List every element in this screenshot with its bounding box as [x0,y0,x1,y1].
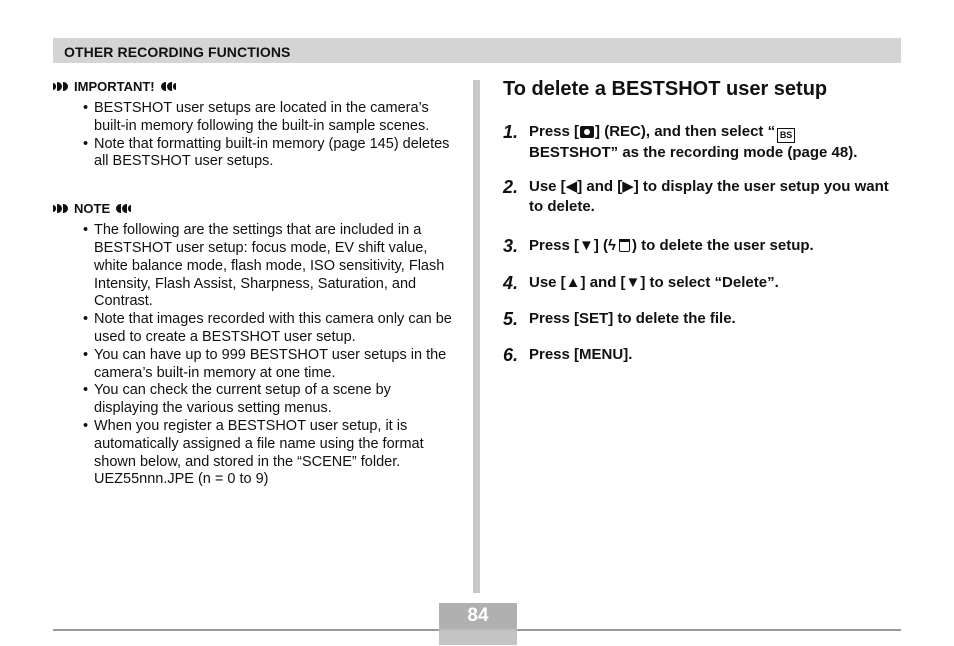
important-item: • Note that formatting built-in memory (page 145) deletes all BESTSHOT user setups. [83,136,453,172]
important-heading [53,76,453,96]
important-item: • BESTSHOT user setups are located in the camera’s built-in memory following the built-in sample scenes. [83,100,453,136]
section-header-bar [53,38,901,63]
note-item: • You can have up to 999 BESTSHOT user setups in the camera’s built-in memory at one time. [83,347,453,383]
column-divider [473,80,480,593]
note-item: • When you register a BESTSHOT user setup, it is automatically assigned a file name using the format shown below, and stored in the “SCENE” folder. UEZ55nnn.JPE (n = 0 to 9) [83,418,453,489]
important-left-marker-icon [53,82,68,91]
step-3: 3. Press [▼] (ϟ ) to delete the user setup. [503,236,814,256]
step-4: 4. Use [▲] and [▼] to select “Delete”. [503,273,779,293]
step-2: 2. Use [◀] and [▶] to display the user setup you want to delete. [503,177,889,215]
note-left-marker-icon [53,204,68,213]
procedure-title: To delete a BESTSHOT user setup [503,78,828,100]
note-item: • Note that images recorded with this camera only can be used to create a BESTSHOT user setup. [83,311,453,347]
step-1: 1. Press [ ] (REC), and then select “ BS BESTSHOT” as the recording mode (page 48). [503,122,858,161]
notes-column [53,76,453,489]
page-number-tab [439,603,517,645]
camera-icon [580,126,594,138]
trash-icon [619,239,630,252]
page-number: 84 [439,603,517,629]
step-5: 5. Press [SET] to delete the file. [503,309,736,329]
note-list [53,222,453,489]
filename-format: UEZ55nnn.JPE (n = 0 to 9) [94,471,269,488]
important-label: IMPORTANT! [74,78,155,94]
step-6: 6. Press [MENU]. [503,345,633,365]
procedure-column [503,76,903,365]
note-heading [53,198,453,218]
note-right-marker-icon [116,204,131,213]
bestshot-icon: BS [777,128,795,143]
important-right-marker-icon [161,82,176,91]
flash-icon: ϟ [608,237,616,254]
section-title: OTHER RECORDING FUNCTIONS [64,44,291,60]
note-item: • You can check the current setup of a scene by displaying the various setting menus. [83,382,453,418]
important-list [53,100,453,171]
note-item: • The following are the settings that are included in a BESTSHOT user setup: focus mode, EV shift value, white balance mode, flash mode, ISO sensitivity, Flash Intensity, Flash Assist, Sharpness, Saturation, and Contrast. [83,222,453,311]
note-label: NOTE [74,200,111,216]
